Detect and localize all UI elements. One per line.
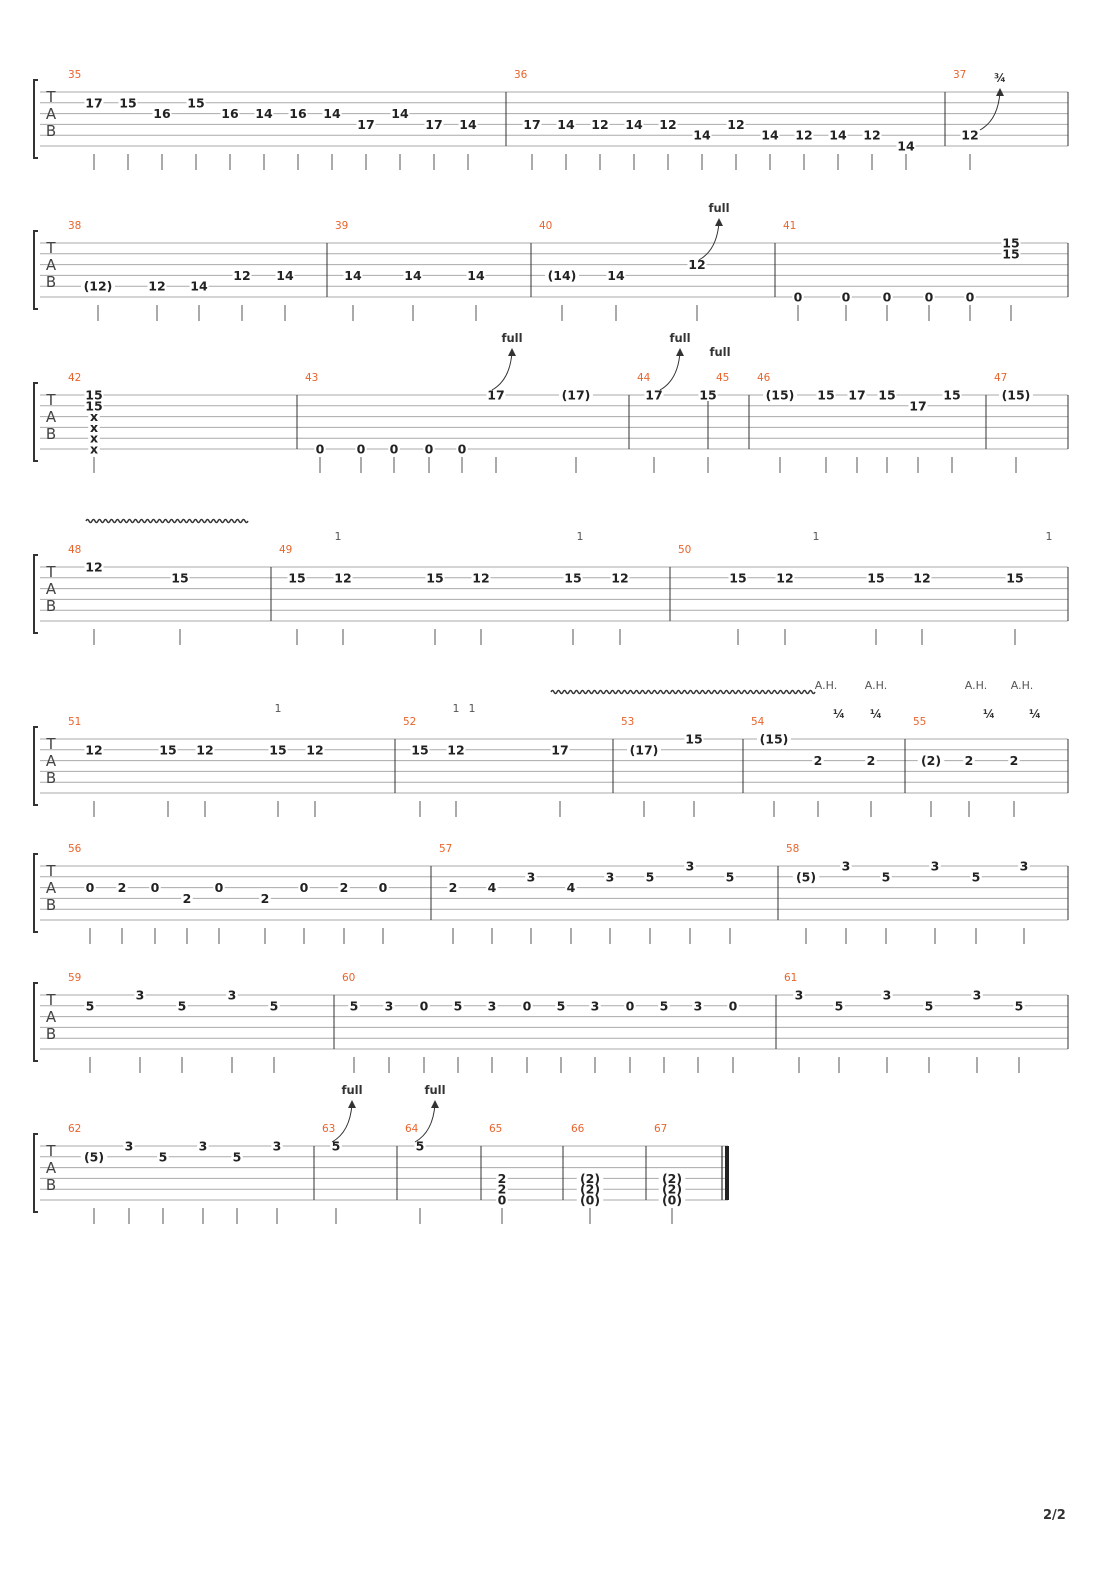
fret-number: 0 — [625, 998, 635, 1014]
fret-number: 12 — [472, 570, 490, 586]
fret-number: 2 — [339, 880, 349, 896]
fret-number: 14 — [404, 267, 422, 283]
bar-number: 40 — [539, 220, 553, 232]
tab-clef-letter: T — [46, 991, 56, 1009]
bar-number: 66 — [571, 1123, 585, 1135]
fret-number: 12 — [795, 127, 813, 143]
fret-number: 17 — [645, 387, 663, 403]
fret-number: 12 — [659, 116, 677, 132]
fret-number: 15 — [729, 570, 747, 586]
fret-number: 14 — [323, 106, 341, 122]
fret-number: 12 — [447, 742, 465, 758]
fret-number: (2) — [579, 1181, 601, 1197]
fret-number: 14 — [276, 267, 294, 283]
fret-number: 12 — [196, 742, 214, 758]
fret-number: 15 — [699, 387, 717, 403]
fret-number: 15 — [685, 731, 703, 747]
tab-clef-letter: A — [45, 879, 57, 897]
bend-arrow-icon — [348, 1100, 356, 1108]
fret-number: 0 — [419, 998, 429, 1014]
fret-number: 15 — [187, 95, 205, 111]
fret-number: 0 — [315, 441, 325, 457]
fret-number: 3 — [198, 1138, 208, 1154]
bend-label: ¼ — [870, 707, 882, 721]
fret-number: 15 — [411, 742, 429, 758]
bar-number: 39 — [335, 220, 349, 232]
fret-number: (2) — [920, 753, 942, 769]
tab-clef-letter: T — [46, 391, 56, 409]
fret-number: (0) — [661, 1192, 683, 1208]
fret-number: 3 — [384, 998, 394, 1014]
tuplet-label: 1 — [812, 530, 820, 543]
fret-number: 16 — [153, 106, 171, 122]
tab-clef-letter: A — [45, 105, 57, 123]
bend-arrow-icon — [431, 1100, 439, 1108]
bar-number: 37 — [953, 69, 967, 81]
bend-label: ¼ — [1029, 707, 1041, 721]
fret-number: 12 — [233, 267, 251, 283]
fret-number: 5 — [453, 998, 463, 1014]
bend-arrow-icon — [715, 218, 723, 226]
fret-number: 5 — [725, 869, 735, 885]
fret-number: 0 — [882, 289, 892, 305]
fret-number: 15 — [426, 570, 444, 586]
bend-curve — [492, 352, 512, 390]
bar-number: 62 — [68, 1123, 82, 1135]
tuplet-label: 1 — [334, 530, 342, 543]
bend-label: full — [709, 345, 731, 359]
fret-number: 12 — [611, 570, 629, 586]
fret-number: 3 — [526, 869, 536, 885]
tab-clef-letter: B — [45, 122, 57, 140]
fret-number: 3 — [135, 987, 145, 1003]
system-bracket — [34, 231, 38, 309]
fret-number: 2 — [964, 753, 974, 769]
fret-number: 2 — [448, 880, 458, 896]
bar-number: 44 — [637, 372, 651, 384]
fret-number: (5) — [83, 1149, 105, 1165]
fret-number: 0 — [378, 880, 388, 896]
bar-number: 67 — [654, 1123, 668, 1135]
tab-clef-letter: T — [46, 862, 56, 880]
bar-number: 41 — [783, 220, 797, 232]
fret-number: 2 — [813, 753, 823, 769]
fret-number: 5 — [232, 1149, 242, 1165]
fret-number: 5 — [331, 1138, 341, 1154]
fret-number: 15 — [288, 570, 306, 586]
bar-number: 48 — [68, 544, 82, 556]
fret-number: 12 — [863, 127, 881, 143]
fret-number: 5 — [85, 998, 95, 1014]
system-bracket — [34, 854, 38, 932]
fret-number: 15 — [943, 387, 961, 403]
fret-number: (15) — [759, 731, 789, 747]
fret-number: 3 — [1019, 858, 1029, 874]
fret-number: 5 — [177, 998, 187, 1014]
fret-number: (17) — [629, 742, 659, 758]
fret-number: (2) — [661, 1170, 683, 1186]
bar-number: 65 — [489, 1123, 503, 1135]
fret-number: 12 — [148, 278, 166, 294]
fret-number: 16 — [289, 106, 307, 122]
fret-number: 15 — [878, 387, 896, 403]
fret-number: 12 — [85, 742, 103, 758]
system-7 — [34, 983, 1068, 1073]
fret-number: 5 — [349, 998, 359, 1014]
fret-number: 14 — [897, 138, 915, 154]
fret-number: 0 — [522, 998, 532, 1014]
tab-clef-letter: B — [45, 273, 57, 291]
bar-number: 58 — [786, 843, 800, 855]
vibrato-line — [86, 520, 248, 523]
fret-number: 14 — [693, 127, 711, 143]
bar-number: 60 — [342, 972, 356, 984]
fret-number: 2 — [866, 753, 876, 769]
bar-number: 53 — [621, 716, 635, 728]
fret-number: 15 — [85, 398, 103, 414]
fret-number: 5 — [659, 998, 669, 1014]
bar-number: 61 — [784, 972, 798, 984]
harmonic-label: A.H. — [1010, 679, 1034, 692]
fret-number: 15 — [867, 570, 885, 586]
fret-number: 17 — [848, 387, 866, 403]
system-bracket — [34, 727, 38, 805]
fret-number: 12 — [334, 570, 352, 586]
fret-number: 17 — [523, 116, 541, 132]
fret-number: 3 — [487, 998, 497, 1014]
bend-curve — [660, 352, 680, 390]
fret-number: 3 — [930, 858, 940, 874]
page-number: 2/2 — [1043, 1508, 1066, 1523]
bar-number: 36 — [514, 69, 528, 81]
system-4 — [34, 555, 1068, 645]
fret-number: 16 — [221, 106, 239, 122]
fret-number: 5 — [971, 869, 981, 885]
fret-number: 5 — [415, 1138, 425, 1154]
bar-number: 51 — [68, 716, 82, 728]
fret-number: 14 — [467, 267, 485, 283]
fret-number: 2 — [260, 890, 270, 906]
fret-number: 2 — [497, 1181, 507, 1197]
fret-number: 3 — [227, 987, 237, 1003]
fret-number: (12) — [83, 278, 113, 294]
fret-number: 3 — [590, 998, 600, 1014]
fret-number: 15 — [1006, 570, 1024, 586]
bend-arrow-icon — [676, 348, 684, 356]
bar-number: 47 — [994, 372, 1008, 384]
fret-number: 12 — [776, 570, 794, 586]
tuplet-label: 1 — [274, 702, 282, 715]
fret-number: 12 — [913, 570, 931, 586]
tab-clef-letter: A — [45, 580, 57, 598]
fret-number: 0 — [299, 880, 309, 896]
fret-number: 17 — [357, 116, 375, 132]
fret-number: 14 — [391, 106, 409, 122]
tab-clef-letter: T — [46, 1142, 56, 1160]
fret-number: x — [89, 419, 99, 435]
fret-number: 2 — [182, 890, 192, 906]
fret-number: x — [89, 409, 99, 425]
tab-clef-letter: A — [45, 1159, 57, 1177]
fret-number: 12 — [961, 127, 979, 143]
bend-label: full — [501, 331, 523, 345]
fret-number: 0 — [389, 441, 399, 457]
fret-number: (2) — [661, 1181, 683, 1197]
fret-number: 5 — [881, 869, 891, 885]
fret-number: 0 — [214, 880, 224, 896]
fret-number: 2 — [117, 880, 127, 896]
fret-number: 15 — [817, 387, 835, 403]
fret-number: (15) — [1001, 387, 1031, 403]
tab-clef-letter: A — [45, 752, 57, 770]
harmonic-label: A.H. — [964, 679, 988, 692]
bend-arrow-icon — [508, 348, 516, 356]
tab-clef-letter: A — [45, 408, 57, 426]
fret-number: 0 — [924, 289, 934, 305]
tab-clef-letter: A — [45, 1008, 57, 1026]
fret-number: 0 — [793, 289, 803, 305]
tab-clef-letter: B — [45, 425, 57, 443]
tuplet-label: 1 — [452, 702, 460, 715]
fret-number: 17 — [487, 387, 505, 403]
system-bracket — [34, 80, 38, 158]
fret-number: 14 — [761, 127, 779, 143]
fret-number: x — [89, 430, 99, 446]
bend-label: full — [424, 1083, 446, 1097]
fret-number: 5 — [924, 998, 934, 1014]
tab-clef-letter: B — [45, 769, 57, 787]
bend-label: full — [341, 1083, 363, 1097]
fret-number: 15 — [171, 570, 189, 586]
fret-number: 15 — [269, 742, 287, 758]
bend-label: ¼ — [833, 707, 845, 721]
tuplet-label: 1 — [576, 530, 584, 543]
fret-number: 3 — [605, 869, 615, 885]
tuplet-label: 1 — [468, 702, 476, 715]
fret-number: (0) — [579, 1192, 601, 1208]
bar-number: 50 — [678, 544, 692, 556]
fret-number: x — [89, 441, 99, 457]
fret-number: 5 — [556, 998, 566, 1014]
bar-number: 57 — [439, 843, 453, 855]
fret-number: 0 — [841, 289, 851, 305]
fret-number: 5 — [834, 998, 844, 1014]
bar-number: 45 — [716, 372, 730, 384]
fret-number: 0 — [424, 441, 434, 457]
bar-number: 55 — [913, 716, 927, 728]
vibrato-line — [551, 691, 815, 694]
fret-number: 14 — [557, 116, 575, 132]
bar-number: 54 — [751, 716, 765, 728]
fret-number: 12 — [306, 742, 324, 758]
fret-number: 14 — [607, 267, 625, 283]
tuplet-label: 1 — [1045, 530, 1053, 543]
tab-clef-letter: B — [45, 896, 57, 914]
fret-number: 14 — [255, 106, 273, 122]
tab-clef-letter: A — [45, 256, 57, 274]
tab-clef-letter: T — [46, 735, 56, 753]
bar-number: 43 — [305, 372, 319, 384]
fret-number: 3 — [685, 858, 695, 874]
bar-number: 63 — [322, 1123, 336, 1135]
bar-number: 42 — [68, 372, 82, 384]
fret-number: 2 — [497, 1170, 507, 1186]
fret-number: 12 — [727, 116, 745, 132]
fret-number: 12 — [85, 559, 103, 575]
fret-number: (15) — [765, 387, 795, 403]
fret-number: 14 — [459, 116, 477, 132]
bend-label: full — [708, 201, 730, 215]
system-8 — [34, 1134, 728, 1224]
fret-number: 17 — [909, 398, 927, 414]
fret-number: 14 — [625, 116, 643, 132]
bar-number: 59 — [68, 972, 82, 984]
fret-number: (14) — [547, 267, 577, 283]
system-bracket — [34, 983, 38, 1061]
bend-label: ¾ — [994, 71, 1006, 85]
fret-number: 5 — [1014, 998, 1024, 1014]
fret-number: 17 — [551, 742, 569, 758]
bar-number: 38 — [68, 220, 82, 232]
fret-number: 17 — [425, 116, 443, 132]
harmonic-label: A.H. — [864, 679, 888, 692]
fret-number: 12 — [688, 257, 706, 273]
fret-number: 5 — [158, 1149, 168, 1165]
harmonic-label: A.H. — [814, 679, 838, 692]
fret-number: 15 — [1002, 235, 1020, 251]
bar-number: 64 — [405, 1123, 419, 1135]
fret-number: 5 — [645, 869, 655, 885]
fret-number: 3 — [124, 1138, 134, 1154]
fret-number: 4 — [487, 880, 497, 896]
fret-number: 0 — [728, 998, 738, 1014]
fret-number: 14 — [190, 278, 208, 294]
system-bracket — [34, 383, 38, 461]
tab-clef-letter: B — [45, 1176, 57, 1194]
fret-number: 17 — [85, 95, 103, 111]
tab-clef-letter: T — [46, 239, 56, 257]
fret-number: 3 — [972, 987, 982, 1003]
fret-number: 3 — [841, 858, 851, 874]
fret-number: 3 — [272, 1138, 282, 1154]
system-3 — [34, 383, 1068, 473]
bar-number: 52 — [403, 716, 417, 728]
fret-number: 0 — [85, 880, 95, 896]
tab-clef-letter: B — [45, 597, 57, 615]
bar-number: 46 — [757, 372, 771, 384]
fret-number: 2 — [1009, 753, 1019, 769]
fret-number: 15 — [1002, 246, 1020, 262]
bend-label: ¼ — [983, 707, 995, 721]
fret-number: 14 — [344, 267, 362, 283]
tab-clef-letter: B — [45, 1025, 57, 1043]
fret-number: 0 — [356, 441, 366, 457]
fret-number: 15 — [159, 742, 177, 758]
fret-number: 3 — [693, 998, 703, 1014]
system-bracket — [34, 1134, 38, 1212]
system-5 — [34, 727, 1068, 817]
fret-number: (5) — [795, 869, 817, 885]
bar-number: 49 — [279, 544, 293, 556]
fret-number: 15 — [119, 95, 137, 111]
fret-number: 5 — [269, 998, 279, 1014]
tab-clef-letter: T — [46, 88, 56, 106]
fret-number: (2) — [579, 1170, 601, 1186]
fret-number: 15 — [564, 570, 582, 586]
fret-number: (17) — [561, 387, 591, 403]
fret-number: 3 — [794, 987, 804, 1003]
fret-number: 0 — [457, 441, 467, 457]
fret-number: 12 — [591, 116, 609, 132]
system-1 — [34, 80, 1068, 170]
fret-number: 0 — [965, 289, 975, 305]
system-bracket — [34, 555, 38, 633]
fret-number: 0 — [497, 1192, 507, 1208]
fret-number: 4 — [566, 880, 576, 896]
bar-number: 35 — [68, 69, 82, 81]
fret-number: 15 — [85, 387, 103, 403]
fret-number: 0 — [150, 880, 160, 896]
tab-clef-letter: T — [46, 563, 56, 581]
fret-number: 14 — [829, 127, 847, 143]
fret-number: 3 — [882, 987, 892, 1003]
bend-label: full — [669, 331, 691, 345]
bar-number: 56 — [68, 843, 82, 855]
